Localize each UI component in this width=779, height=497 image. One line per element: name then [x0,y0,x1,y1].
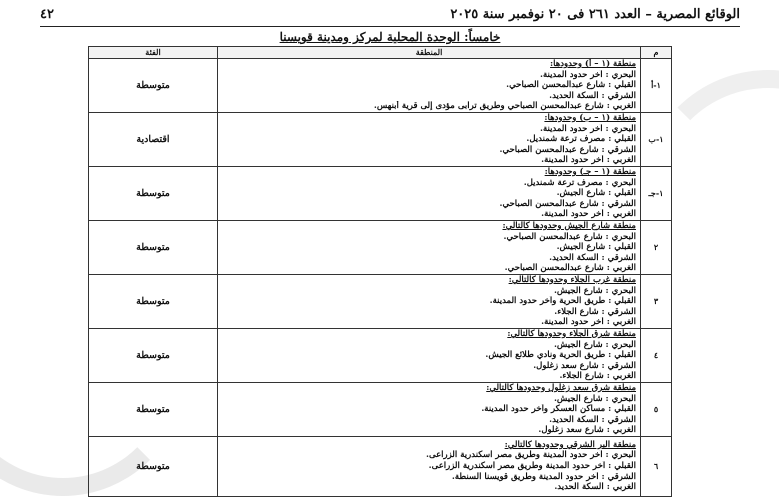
boundary-line: الشرقي : السكة الحديد. [549,252,636,263]
row-number: ٤ [641,328,672,382]
region-heading: منطقة (١ – ب) وحدودها: [544,112,636,123]
boundary-line: البحري : مصرف ترعة شمنديل. [523,177,636,188]
region-description [218,274,641,328]
boundary-line: الغربي : شارع عبدالمحسن الصباحي. [504,263,636,274]
section-title: خامساً: الوحدة المحلية لمركز ومدينة قويسنا [279,30,501,44]
region-category: متوسطة [89,59,218,113]
region-description [218,328,641,382]
boundary-line: الشرقي : شارع عبدالمحسن الصباحي. [499,198,636,209]
row-number: ١-جـ [641,166,672,220]
regions-table [88,46,672,497]
boundary-line: الغربي : شارع عبدالمحسن الصباحي وطريق ترابى مؤدى إلى قرية أبنهس. [373,101,636,112]
region-description [218,59,641,113]
boundary-line: القبلي : شارع عبدالمحسن الصباحي. [506,80,636,91]
boundary-line: القبلي : طريق الحرية ونادي طلائع الجيش. [485,350,636,361]
region-category: متوسطة [89,436,218,496]
table-row [89,274,672,328]
boundary-line: البحري : شارع الجيش. [553,393,636,404]
row-number: ٢ [641,220,672,274]
table-header-row [89,47,672,59]
region-heading: منطقة شرق الجلاء وحدودها كالتالي: [507,328,636,339]
region-description [218,220,641,274]
boundary-line: القبلي : آخر حدود المدينة وطريق مصر اسكندرية الزراعى. [428,461,636,472]
boundary-line: الغربي : السكة الحديد. [554,482,636,493]
boundary-line: البحري : شارع الجيش. [553,285,636,296]
boundary-line: البحري : شارع عبدالمحسن الصباحي. [503,231,636,242]
region-description [218,166,641,220]
row-number: ١-ب [641,112,672,166]
row-number: ٣ [641,274,672,328]
boundary-line: البحري : آخر حدود المدينة. [539,69,636,80]
table-body [89,59,672,497]
boundary-line: القبلي : شارع الجيش. [556,188,636,199]
boundary-line: الغربي : آخر حدود المدينة. [541,209,636,220]
row-number: ١-أ [641,59,672,113]
boundary-line: الشرقي : شارع الجلاء. [554,306,636,317]
column-header-number: م [641,47,672,59]
table-row [89,166,672,220]
boundary-line: القبلي : مساكن العسكر وآخر حدود المدينة. [481,404,636,415]
page-header [40,4,740,24]
region-heading: منطقة شرق سعد زغلول وحدودها كالتالي: [486,382,636,393]
table-row [89,59,672,113]
publication-line: الوقائع المصرية – العدد ٢٦١ فى ٢٠ نوفمبر سنة ٢٠٢٥ [450,6,740,22]
page-number: ٤٢ [40,6,54,22]
boundary-line: الغربي : آخر حدود المدينة. [541,155,636,166]
header-rule [40,26,740,27]
table-row [89,328,672,382]
region-category: متوسطة [89,220,218,274]
region-heading: منطقة (١ – جـ) وحدودها: [544,166,636,177]
region-heading: منطقة (١ – أ) وحدودها: [550,59,636,69]
boundary-line: الشرقي : آخر حدود المدينة وطريق قويسنا السنطة. [451,471,636,482]
boundary-line: الشرقي : شارع سعد زغلول. [533,360,636,371]
region-heading: منطقة غرب الجلاء وحدودها كالتالي: [508,274,636,285]
boundary-line: الغربي : شارع سعد زغلول. [538,425,636,436]
boundary-line: الشرقي : السكة الحديد. [549,90,636,101]
column-header-category: الفئة [89,47,218,59]
table-row [89,112,672,166]
region-category: اقتصادية [89,112,218,166]
boundary-line: البحري : آخر حدود المدينة وطريق مصر اسكندرية الزراعى. [426,450,636,461]
boundary-line: البحري : آخر حدود المدينة. [539,123,636,134]
boundary-line: القبلي : مصرف ترعة شمنديل. [526,134,636,145]
boundary-line: الغربي : آخر حدود المدينة. [541,317,636,328]
boundary-line: القبلي : طريق الحرية وآخر حدود المدينة. [489,296,636,307]
region-description [218,382,641,436]
table-row [89,220,672,274]
region-heading: منطقة شارع الجيش وحدودها كالتالي: [502,220,636,231]
row-number: ٥ [641,382,672,436]
region-category: متوسطة [89,166,218,220]
boundary-line: البحري : شارع الجيش. [553,339,636,350]
region-category: متوسطة [89,328,218,382]
table-row [89,436,672,496]
boundary-line: الغربي : شارع الجلاء. [559,371,636,382]
region-heading: منطقة البر الشرقي وحدودها كالتالي: [504,439,636,450]
region-description [218,436,641,496]
column-header-region: المنطقة [218,47,641,59]
boundary-line: الشرقي : السكة الحديد. [549,414,636,425]
row-number: ٦ [641,436,672,496]
region-category: متوسطة [89,382,218,436]
boundary-line: الشرقي : شارع عبدالمحسن الصباحي. [499,144,636,155]
region-description [218,112,641,166]
boundary-line: القبلي : شارع الجيش. [556,242,636,253]
table-row [89,382,672,436]
region-category: متوسطة [89,274,218,328]
